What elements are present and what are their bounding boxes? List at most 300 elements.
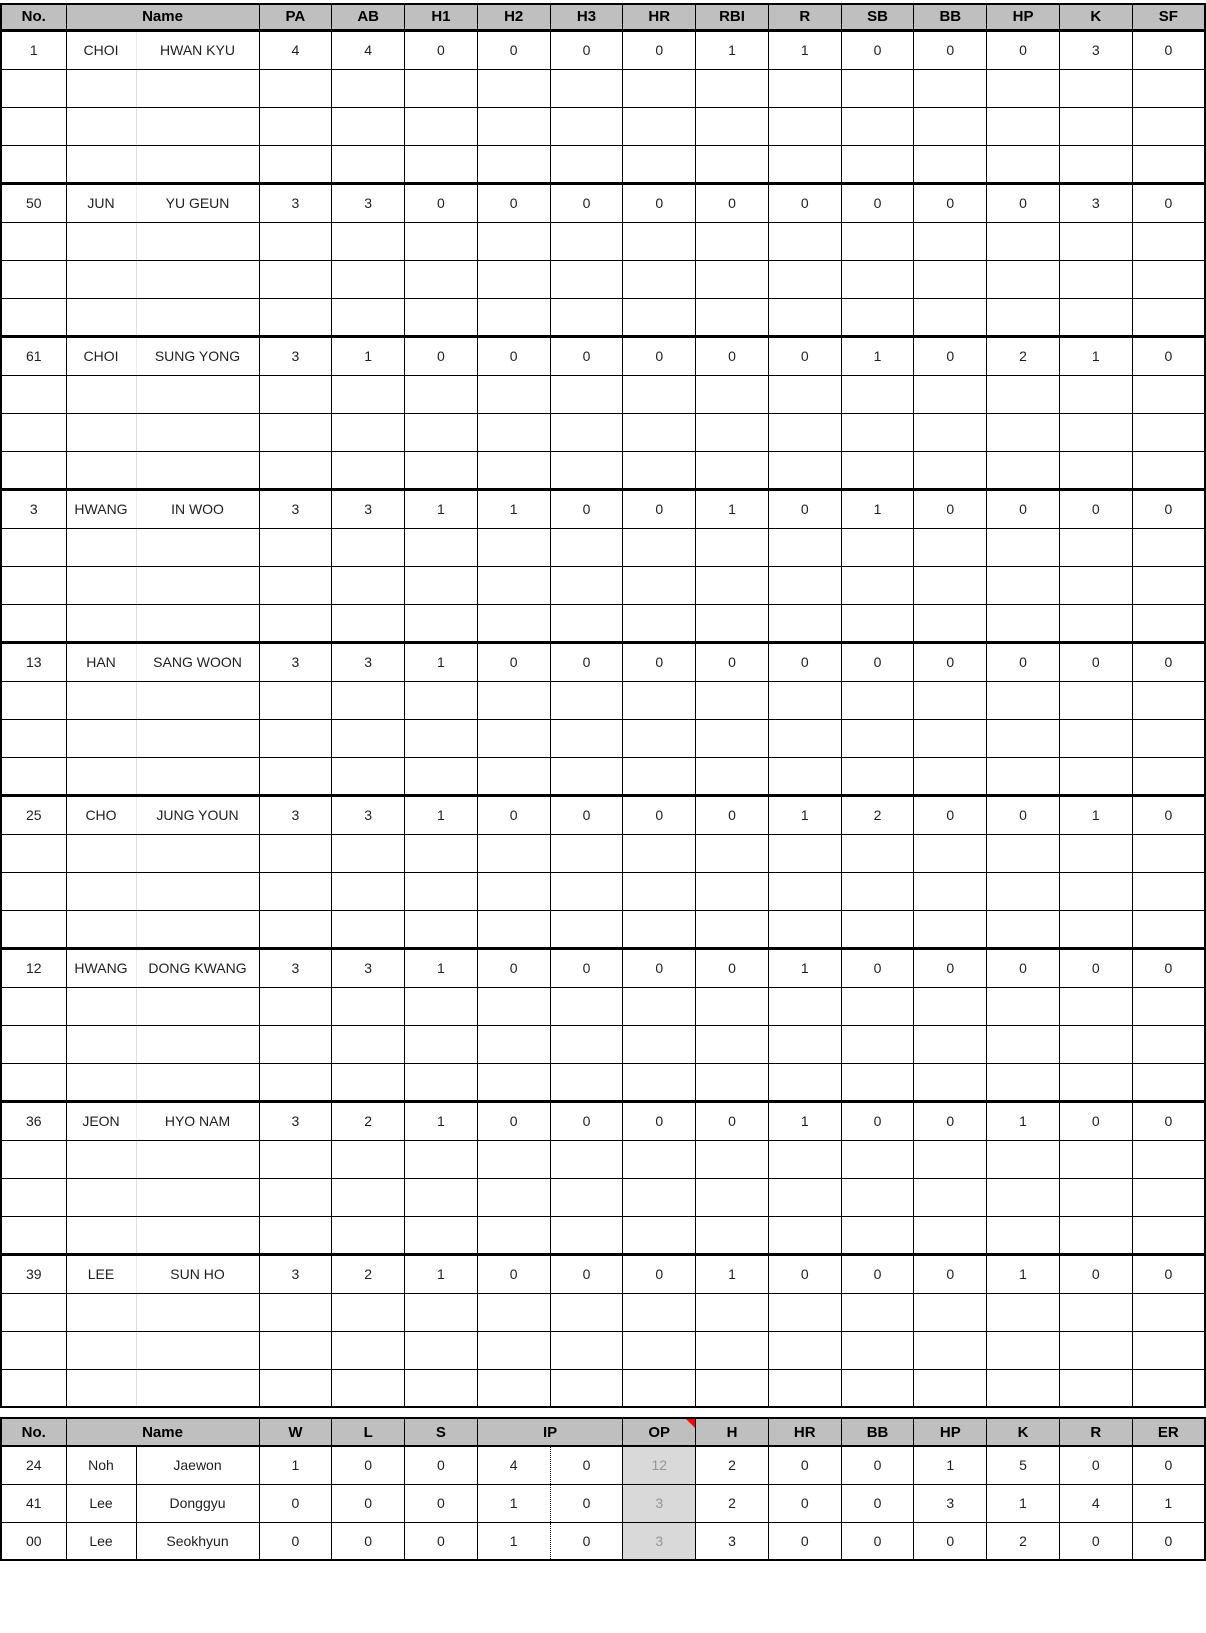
player-given-name-cell[interactable]: IN WOO [136,489,259,528]
empty-cell[interactable] [405,260,478,298]
empty-cell[interactable] [550,1025,623,1063]
empty-cell[interactable] [136,987,259,1025]
empty-cell[interactable] [623,451,696,489]
batting-stat-cell[interactable]: 2 [332,1101,405,1140]
empty-cell[interactable] [259,107,332,145]
empty-cell[interactable] [841,1063,914,1101]
empty-cell[interactable] [987,451,1060,489]
empty-cell[interactable] [1059,298,1132,336]
batting-header-cell[interactable]: HP [987,4,1060,30]
pitcher-number-cell[interactable]: 41 [1,1484,66,1522]
batting-stat-cell[interactable]: 1 [405,642,478,681]
empty-cell[interactable] [841,260,914,298]
empty-cell[interactable] [841,1293,914,1331]
player-number-cell[interactable]: 36 [1,1101,66,1140]
empty-cell[interactable] [841,1025,914,1063]
empty-cell[interactable] [550,413,623,451]
batting-stat-cell[interactable]: 0 [1132,642,1205,681]
pitching-stat-cell[interactable]: 0 [405,1446,478,1484]
empty-cell[interactable] [332,69,405,107]
empty-cell[interactable] [259,222,332,260]
batting-stat-cell[interactable]: 0 [477,183,550,222]
batting-stat-cell[interactable]: 3 [259,1101,332,1140]
pitching-stat-cell[interactable]: 2 [696,1484,769,1522]
empty-cell[interactable] [768,604,841,642]
batting-stat-cell[interactable]: 0 [550,1101,623,1140]
empty-cell[interactable] [987,1140,1060,1178]
empty-cell[interactable] [768,107,841,145]
batting-stat-cell[interactable]: 0 [477,795,550,834]
empty-cell[interactable] [332,107,405,145]
batting-stat-cell[interactable]: 0 [768,489,841,528]
empty-cell[interactable] [987,375,1060,413]
empty-cell[interactable] [66,1025,136,1063]
empty-cell[interactable] [66,987,136,1025]
batting-stat-cell[interactable]: 0 [841,948,914,987]
empty-cell[interactable] [1132,298,1205,336]
empty-cell[interactable] [405,872,478,910]
empty-cell[interactable] [332,566,405,604]
empty-cell[interactable] [477,1216,550,1254]
empty-cell[interactable] [1132,604,1205,642]
empty-cell[interactable] [841,872,914,910]
empty-cell[interactable] [1132,1293,1205,1331]
empty-cell[interactable] [914,987,987,1025]
pitching-stat-cell[interactable]: 3 [696,1522,769,1560]
empty-cell[interactable] [768,910,841,948]
empty-cell[interactable] [550,107,623,145]
batting-stat-cell[interactable]: 0 [914,1101,987,1140]
batting-stat-cell[interactable]: 3 [259,948,332,987]
empty-cell[interactable] [623,834,696,872]
pitching-stat-cell[interactable]: 1 [914,1446,987,1484]
empty-cell[interactable] [914,1063,987,1101]
batting-stat-cell[interactable]: 0 [477,1101,550,1140]
empty-cell[interactable] [623,69,696,107]
empty-cell[interactable] [987,528,1060,566]
empty-cell[interactable] [66,834,136,872]
empty-cell[interactable] [1,1178,66,1216]
batting-stat-cell[interactable]: 0 [550,183,623,222]
empty-cell[interactable] [841,222,914,260]
batting-stat-cell[interactable]: 0 [405,336,478,375]
pitching-header-cell[interactable]: H [696,1418,769,1446]
batting-stat-cell[interactable]: 0 [550,948,623,987]
empty-cell[interactable] [332,1369,405,1407]
empty-cell[interactable] [696,987,769,1025]
empty-cell[interactable] [332,681,405,719]
empty-cell[interactable] [623,1369,696,1407]
batting-stat-cell[interactable]: 0 [550,489,623,528]
empty-cell[interactable] [550,757,623,795]
empty-cell[interactable] [1059,987,1132,1025]
empty-cell[interactable] [914,719,987,757]
empty-cell[interactable] [841,69,914,107]
empty-cell[interactable] [332,910,405,948]
batting-stat-cell[interactable]: 0 [550,336,623,375]
batting-stat-cell[interactable]: 1 [696,30,769,69]
empty-cell[interactable] [841,719,914,757]
batting-stat-cell[interactable]: 0 [987,948,1060,987]
empty-cell[interactable] [914,681,987,719]
empty-cell[interactable] [623,566,696,604]
pitching-stat-cell[interactable]: 3 [623,1484,696,1522]
pitcher-family-name-cell[interactable]: Lee [66,1484,136,1522]
batting-stat-cell[interactable]: 3 [1059,183,1132,222]
empty-cell[interactable] [477,757,550,795]
batting-stat-cell[interactable]: 1 [841,336,914,375]
empty-cell[interactable] [1132,1331,1205,1369]
batting-stat-cell[interactable]: 0 [1059,1254,1132,1293]
empty-cell[interactable] [768,222,841,260]
batting-stat-cell[interactable]: 0 [1132,1101,1205,1140]
pitching-header-cell[interactable]: K [987,1418,1060,1446]
player-number-cell[interactable]: 50 [1,183,66,222]
empty-cell[interactable] [1,413,66,451]
pitching-stat-cell[interactable]: 0 [1132,1446,1205,1484]
empty-cell[interactable] [1132,872,1205,910]
empty-cell[interactable] [623,107,696,145]
empty-cell[interactable] [1,528,66,566]
empty-cell[interactable] [66,451,136,489]
batting-header-cell[interactable]: SF [1132,4,1205,30]
batting-stat-cell[interactable]: 2 [332,1254,405,1293]
empty-cell[interactable] [136,910,259,948]
batting-stat-cell[interactable]: 0 [623,948,696,987]
empty-cell[interactable] [66,1178,136,1216]
pitcher-number-cell[interactable]: 00 [1,1522,66,1560]
empty-cell[interactable] [1059,566,1132,604]
empty-cell[interactable] [841,1140,914,1178]
empty-cell[interactable] [987,1331,1060,1369]
empty-cell[interactable] [477,260,550,298]
batting-stat-cell[interactable]: 0 [477,30,550,69]
empty-cell[interactable] [66,604,136,642]
batting-header-cell[interactable]: R [768,4,841,30]
player-number-cell[interactable]: 1 [1,30,66,69]
empty-cell[interactable] [1,910,66,948]
empty-cell[interactable] [1,260,66,298]
pitching-header-cell[interactable] [623,1418,696,1446]
player-given-name-cell[interactable]: SUNG YONG [136,336,259,375]
empty-cell[interactable] [259,528,332,566]
empty-cell[interactable] [914,1025,987,1063]
empty-cell[interactable] [696,757,769,795]
empty-cell[interactable] [914,872,987,910]
empty-cell[interactable] [477,413,550,451]
batting-stat-cell[interactable]: 3 [259,1254,332,1293]
empty-cell[interactable] [136,260,259,298]
batting-stat-cell[interactable]: 0 [914,1254,987,1293]
empty-cell[interactable] [1132,260,1205,298]
player-number-cell[interactable]: 61 [1,336,66,375]
empty-cell[interactable] [841,566,914,604]
empty-cell[interactable] [136,528,259,566]
empty-cell[interactable] [914,1331,987,1369]
empty-cell[interactable] [1132,1140,1205,1178]
pitching-stat-cell[interactable]: 0 [841,1522,914,1560]
batting-stat-cell[interactable]: 0 [987,795,1060,834]
empty-cell[interactable] [477,987,550,1025]
empty-cell[interactable] [405,834,478,872]
empty-cell[interactable] [768,1025,841,1063]
pitcher-family-name-cell[interactable]: Noh [66,1446,136,1484]
empty-cell[interactable] [987,604,1060,642]
pitching-stat-cell[interactable]: 0 [332,1446,405,1484]
batting-header-cell[interactable]: K [1059,4,1132,30]
pitching-stat-cell[interactable]: 3 [623,1522,696,1560]
batting-stat-cell[interactable]: 0 [914,795,987,834]
batting-stat-cell[interactable]: 1 [696,1254,769,1293]
empty-cell[interactable] [136,834,259,872]
empty-cell[interactable] [987,413,1060,451]
empty-cell[interactable] [1,987,66,1025]
batting-stat-cell[interactable]: 0 [405,30,478,69]
pitching-stat-cell[interactable]: 0 [768,1446,841,1484]
empty-cell[interactable] [550,69,623,107]
batting-stat-cell[interactable]: 3 [259,336,332,375]
empty-cell[interactable] [768,1063,841,1101]
empty-cell[interactable] [1059,1063,1132,1101]
empty-cell[interactable] [332,757,405,795]
empty-cell[interactable] [1,375,66,413]
empty-cell[interactable] [1132,566,1205,604]
empty-cell[interactable] [136,719,259,757]
empty-cell[interactable] [332,604,405,642]
empty-cell[interactable] [1132,451,1205,489]
empty-cell[interactable] [66,681,136,719]
empty-cell[interactable] [136,1216,259,1254]
empty-cell[interactable] [66,528,136,566]
batting-stat-cell[interactable]: 0 [623,183,696,222]
batting-stat-cell[interactable]: 0 [914,336,987,375]
empty-cell[interactable] [477,719,550,757]
empty-cell[interactable] [841,910,914,948]
empty-cell[interactable] [1,834,66,872]
batting-stat-cell[interactable]: 0 [623,30,696,69]
empty-cell[interactable] [841,757,914,795]
empty-cell[interactable] [405,1140,478,1178]
empty-cell[interactable] [1,451,66,489]
empty-cell[interactable] [768,719,841,757]
empty-cell[interactable] [477,222,550,260]
batting-stat-cell[interactable]: 0 [550,30,623,69]
pitching-header-cell[interactable]: HP [914,1418,987,1446]
empty-cell[interactable] [1132,107,1205,145]
batting-stat-cell[interactable]: 0 [550,795,623,834]
pitching-header-cell[interactable]: L [332,1418,405,1446]
empty-cell[interactable] [1,681,66,719]
player-given-name-cell[interactable]: HYO NAM [136,1101,259,1140]
empty-cell[interactable] [332,834,405,872]
player-number-cell[interactable]: 13 [1,642,66,681]
batting-stat-cell[interactable]: 0 [987,642,1060,681]
pitching-header-cell[interactable]: S [405,1418,478,1446]
empty-cell[interactable] [696,375,769,413]
empty-cell[interactable] [768,1178,841,1216]
empty-cell[interactable] [987,719,1060,757]
batting-header-cell[interactable]: PA [259,4,332,30]
empty-cell[interactable] [696,145,769,183]
empty-cell[interactable] [405,1293,478,1331]
empty-cell[interactable] [136,451,259,489]
empty-cell[interactable] [768,260,841,298]
batting-stat-cell[interactable]: 0 [696,1101,769,1140]
empty-cell[interactable] [66,566,136,604]
empty-cell[interactable] [259,1063,332,1101]
batting-stat-cell[interactable]: 0 [914,642,987,681]
empty-cell[interactable] [136,145,259,183]
empty-cell[interactable] [768,987,841,1025]
empty-cell[interactable] [987,1025,1060,1063]
empty-cell[interactable] [332,145,405,183]
batting-stat-cell[interactable]: 1 [332,336,405,375]
empty-cell[interactable] [841,1331,914,1369]
batting-stat-cell[interactable]: 0 [696,642,769,681]
empty-cell[interactable] [550,566,623,604]
empty-cell[interactable] [136,69,259,107]
empty-cell[interactable] [550,719,623,757]
batting-stat-cell[interactable]: 0 [405,183,478,222]
empty-cell[interactable] [136,872,259,910]
empty-cell[interactable] [696,1025,769,1063]
pitching-header-cell[interactable]: IP [477,1418,623,1446]
empty-cell[interactable] [259,987,332,1025]
empty-cell[interactable] [136,375,259,413]
empty-cell[interactable] [136,107,259,145]
batting-stat-cell[interactable]: 0 [477,1254,550,1293]
empty-cell[interactable] [477,1063,550,1101]
batting-stat-cell[interactable]: 1 [405,795,478,834]
empty-cell[interactable] [136,1369,259,1407]
empty-cell[interactable] [914,298,987,336]
batting-stat-cell[interactable]: 0 [477,336,550,375]
empty-cell[interactable] [550,910,623,948]
empty-cell[interactable] [405,987,478,1025]
empty-cell[interactable] [259,451,332,489]
empty-cell[interactable] [1132,1178,1205,1216]
batting-stat-cell[interactable]: 3 [332,948,405,987]
batting-header-cell[interactable]: No. [1,4,66,30]
empty-cell[interactable] [259,69,332,107]
empty-cell[interactable] [623,872,696,910]
empty-cell[interactable] [332,1178,405,1216]
empty-cell[interactable] [623,145,696,183]
empty-cell[interactable] [841,413,914,451]
empty-cell[interactable] [987,872,1060,910]
empty-cell[interactable] [987,681,1060,719]
batting-header-cell[interactable]: HR [623,4,696,30]
batting-stat-cell[interactable]: 1 [768,30,841,69]
batting-stat-cell[interactable]: 0 [914,948,987,987]
empty-cell[interactable] [405,1216,478,1254]
empty-cell[interactable] [259,1293,332,1331]
empty-cell[interactable] [696,298,769,336]
empty-cell[interactable] [332,1063,405,1101]
empty-cell[interactable] [696,1369,769,1407]
batting-stat-cell[interactable]: 0 [914,30,987,69]
empty-cell[interactable] [259,1140,332,1178]
player-number-cell[interactable]: 39 [1,1254,66,1293]
empty-cell[interactable] [259,1178,332,1216]
empty-cell[interactable] [841,1178,914,1216]
batting-stat-cell[interactable]: 3 [332,489,405,528]
empty-cell[interactable] [623,604,696,642]
empty-cell[interactable] [1059,681,1132,719]
batting-stat-cell[interactable]: 0 [696,183,769,222]
empty-cell[interactable] [768,145,841,183]
empty-cell[interactable] [696,413,769,451]
empty-cell[interactable] [136,1140,259,1178]
pitching-header-cell[interactable]: W [259,1418,332,1446]
batting-stat-cell[interactable]: 0 [768,183,841,222]
empty-cell[interactable] [332,298,405,336]
empty-cell[interactable] [1059,604,1132,642]
pitcher-family-name-cell[interactable]: Lee [66,1522,136,1560]
empty-cell[interactable] [66,107,136,145]
batting-stat-cell[interactable]: 0 [1059,1101,1132,1140]
empty-cell[interactable] [987,757,1060,795]
empty-cell[interactable] [1132,413,1205,451]
empty-cell[interactable] [332,222,405,260]
empty-cell[interactable] [259,1331,332,1369]
batting-stat-cell[interactable]: 1 [696,489,769,528]
player-family-name-cell[interactable]: JEON [66,1101,136,1140]
empty-cell[interactable] [332,1140,405,1178]
player-family-name-cell[interactable]: CHOI [66,336,136,375]
batting-header-cell[interactable]: Name [66,4,259,30]
empty-cell[interactable] [477,145,550,183]
batting-stat-cell[interactable]: 0 [696,336,769,375]
batting-stat-cell[interactable]: 0 [550,1254,623,1293]
empty-cell[interactable] [136,757,259,795]
batting-stat-cell[interactable]: 0 [623,642,696,681]
empty-cell[interactable] [66,1140,136,1178]
empty-cell[interactable] [66,872,136,910]
batting-stat-cell[interactable]: 0 [841,183,914,222]
batting-stat-cell[interactable]: 0 [1132,30,1205,69]
empty-cell[interactable] [1,298,66,336]
empty-cell[interactable] [841,1216,914,1254]
empty-cell[interactable] [1132,757,1205,795]
empty-cell[interactable] [259,910,332,948]
empty-cell[interactable] [550,1178,623,1216]
empty-cell[interactable] [136,298,259,336]
empty-cell[interactable] [987,1178,1060,1216]
player-family-name-cell[interactable]: HAN [66,642,136,681]
empty-cell[interactable] [696,1216,769,1254]
empty-cell[interactable] [136,1025,259,1063]
empty-cell[interactable] [259,566,332,604]
empty-cell[interactable] [66,1331,136,1369]
empty-cell[interactable] [477,566,550,604]
empty-cell[interactable] [405,222,478,260]
batting-stat-cell[interactable]: 3 [1059,30,1132,69]
empty-cell[interactable] [1132,681,1205,719]
empty-cell[interactable] [768,757,841,795]
empty-cell[interactable] [841,987,914,1025]
empty-cell[interactable] [841,604,914,642]
batting-stat-cell[interactable]: 1 [405,1254,478,1293]
pitching-stat-cell[interactable]: 0 [1132,1522,1205,1560]
batting-stat-cell[interactable]: 0 [841,642,914,681]
empty-cell[interactable] [841,107,914,145]
batting-stat-cell[interactable]: 0 [987,183,1060,222]
empty-cell[interactable] [259,1025,332,1063]
empty-cell[interactable] [768,298,841,336]
empty-cell[interactable] [1059,413,1132,451]
empty-cell[interactable] [1059,757,1132,795]
